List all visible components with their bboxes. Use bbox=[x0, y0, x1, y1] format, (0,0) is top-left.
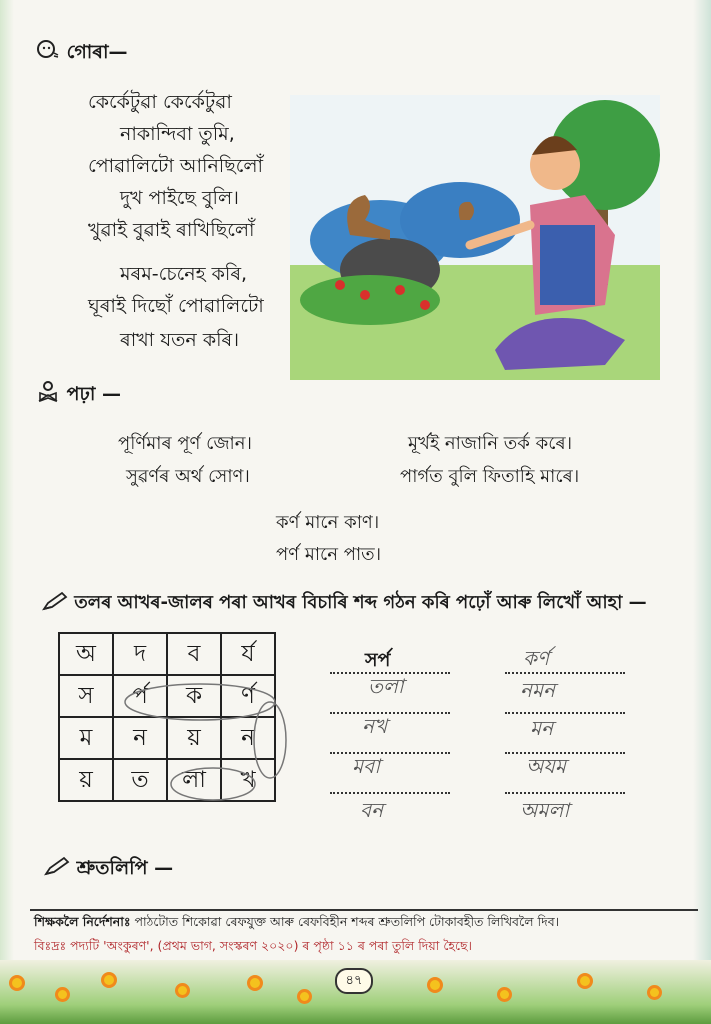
answer-line bbox=[330, 792, 450, 794]
reading-line-right: পাৰ্গত বুলি ফিতাহি মাৰে। bbox=[400, 466, 580, 487]
flower-decoration bbox=[104, 975, 114, 985]
flower-decoration bbox=[250, 978, 260, 988]
grid-cell: ন bbox=[113, 717, 167, 759]
page-edge-left bbox=[0, 0, 14, 1024]
pencil-icon bbox=[42, 591, 68, 616]
grid-cell: লা bbox=[167, 759, 221, 801]
poem-line: খুৱাই বুৱাই ৰাখিছিলোঁ bbox=[88, 219, 255, 241]
handwritten-answer: অযম bbox=[526, 754, 566, 778]
reading-line-right: মূৰ্খই নাজানি তৰ্ক কৰে। bbox=[408, 433, 573, 454]
poem-line: ঘূৰাই দিছোঁ পোৱালিটো bbox=[88, 295, 264, 317]
teacher-note-text: পাঠটোত শিকোৱা ৰেফযুক্ত আৰু ৰেফবিহীন শব্দৰ শ্ৰুতলিপি টোকাবহীত লিখিবলৈ দিব। bbox=[134, 914, 560, 929]
page-number: ৪৭ bbox=[335, 968, 373, 994]
grid-cell: অ bbox=[59, 633, 113, 675]
reading-child-icon bbox=[36, 381, 60, 408]
handwritten-answer: নখ bbox=[362, 714, 388, 738]
reading-line-center: পৰ্ণ মানে পাত। bbox=[276, 544, 382, 565]
footer-divider bbox=[30, 909, 698, 911]
flower-decoration bbox=[300, 992, 309, 1001]
flower-decoration bbox=[430, 980, 440, 990]
grid-cell: ত bbox=[113, 759, 167, 801]
source-note: বিঃদ্ৰঃ পদ্যটি 'অংকুৰণ', (প্ৰথম ভাগ, সংস্কৰণ ২০২০) ৰ পৃষ্ঠা ১১ ৰ পৰা তুলি দিয়া হৈছে। bbox=[34, 938, 473, 953]
answer-line bbox=[505, 712, 625, 714]
exercise-instruction-row bbox=[42, 588, 647, 619]
reading-line-left: পূৰ্ণিমাৰ পূৰ্ণ জোন। bbox=[118, 433, 252, 454]
poem-heading-row bbox=[36, 38, 128, 70]
poem-line: দুখ পাইছে বুলি। bbox=[120, 187, 239, 209]
answer-example-word: সৰ্প bbox=[365, 649, 391, 671]
grid-cell: দ bbox=[113, 633, 167, 675]
exercise-instruction: তলৰ আখৰ-জালৰ পৰা আখৰ বিচাৰি শব্দ গঠন কৰি পঢ়োঁ আৰু লিখোঁ আহা — bbox=[74, 592, 647, 613]
pencil-icon bbox=[44, 856, 70, 881]
handwritten-answer: কৰ্ণ bbox=[523, 646, 550, 670]
boy-with-squirrels-illustration bbox=[290, 95, 660, 380]
answer-line bbox=[330, 712, 450, 714]
grid-cell: খ bbox=[221, 759, 275, 801]
flower-decoration bbox=[650, 988, 659, 997]
reading-line-left: সুৱৰ্ণৰ অৰ্থ সোণ। bbox=[126, 466, 250, 487]
pencil-circle-marks bbox=[58, 632, 288, 810]
poem-line: মৰম-চেনেহ কৰি, bbox=[120, 263, 248, 285]
flower-decoration bbox=[178, 986, 187, 995]
grid-cell: য় bbox=[167, 717, 221, 759]
dictation-heading: শ্ৰুতলিপি — bbox=[76, 857, 174, 879]
answer-line bbox=[505, 792, 625, 794]
grid-cell: ন bbox=[221, 717, 275, 759]
flower-decoration bbox=[580, 976, 590, 986]
grid-cell: স bbox=[59, 675, 113, 717]
poem-line: নাকান্দিবা তুমি, bbox=[120, 123, 235, 145]
handwritten-answer: মবা bbox=[352, 754, 381, 778]
flower-decoration bbox=[500, 990, 509, 999]
reading-heading: পঢ়া — bbox=[66, 383, 121, 405]
flower-decoration bbox=[58, 990, 67, 999]
flower-decoration bbox=[12, 978, 22, 988]
poem-line: ৰাখা যতন কৰি। bbox=[120, 329, 240, 351]
dictation-heading-row bbox=[44, 854, 173, 886]
grid-cell: য় bbox=[59, 759, 113, 801]
poem-heading: গোৰা— bbox=[66, 41, 128, 63]
reading-line-center: কৰ্ণ মানে কাণ। bbox=[276, 512, 380, 533]
poem-line: কেৰ্কেটুৱা কেৰ্কেটুৱা bbox=[88, 91, 232, 113]
answer-line bbox=[330, 752, 450, 754]
grid-cell: ক bbox=[167, 675, 221, 717]
handwritten-answer: তলা bbox=[368, 674, 404, 698]
grid-cell: ব bbox=[167, 633, 221, 675]
handwritten-answer: মন bbox=[530, 716, 554, 740]
grid-cell: ৰ্ণ bbox=[221, 675, 275, 717]
teacher-note-label: শিক্ষকলৈ নিৰ্দেশনাঃ bbox=[34, 914, 131, 929]
handwritten-answer: নমন bbox=[520, 678, 555, 702]
poem-line: পোৱালিটো আনিছিলোঁ bbox=[88, 155, 264, 177]
teacher-note bbox=[34, 914, 559, 934]
grid-cell: ৰ্য bbox=[221, 633, 275, 675]
handwritten-answer: অমলা bbox=[520, 798, 570, 822]
grid-cell: ৰ্প bbox=[113, 675, 167, 717]
page-edge-right bbox=[693, 0, 711, 1024]
grid-cell: ম bbox=[59, 717, 113, 759]
reading-heading-row bbox=[36, 380, 121, 412]
reading-face-icon bbox=[36, 39, 60, 66]
handwritten-answer: বন bbox=[360, 798, 384, 822]
